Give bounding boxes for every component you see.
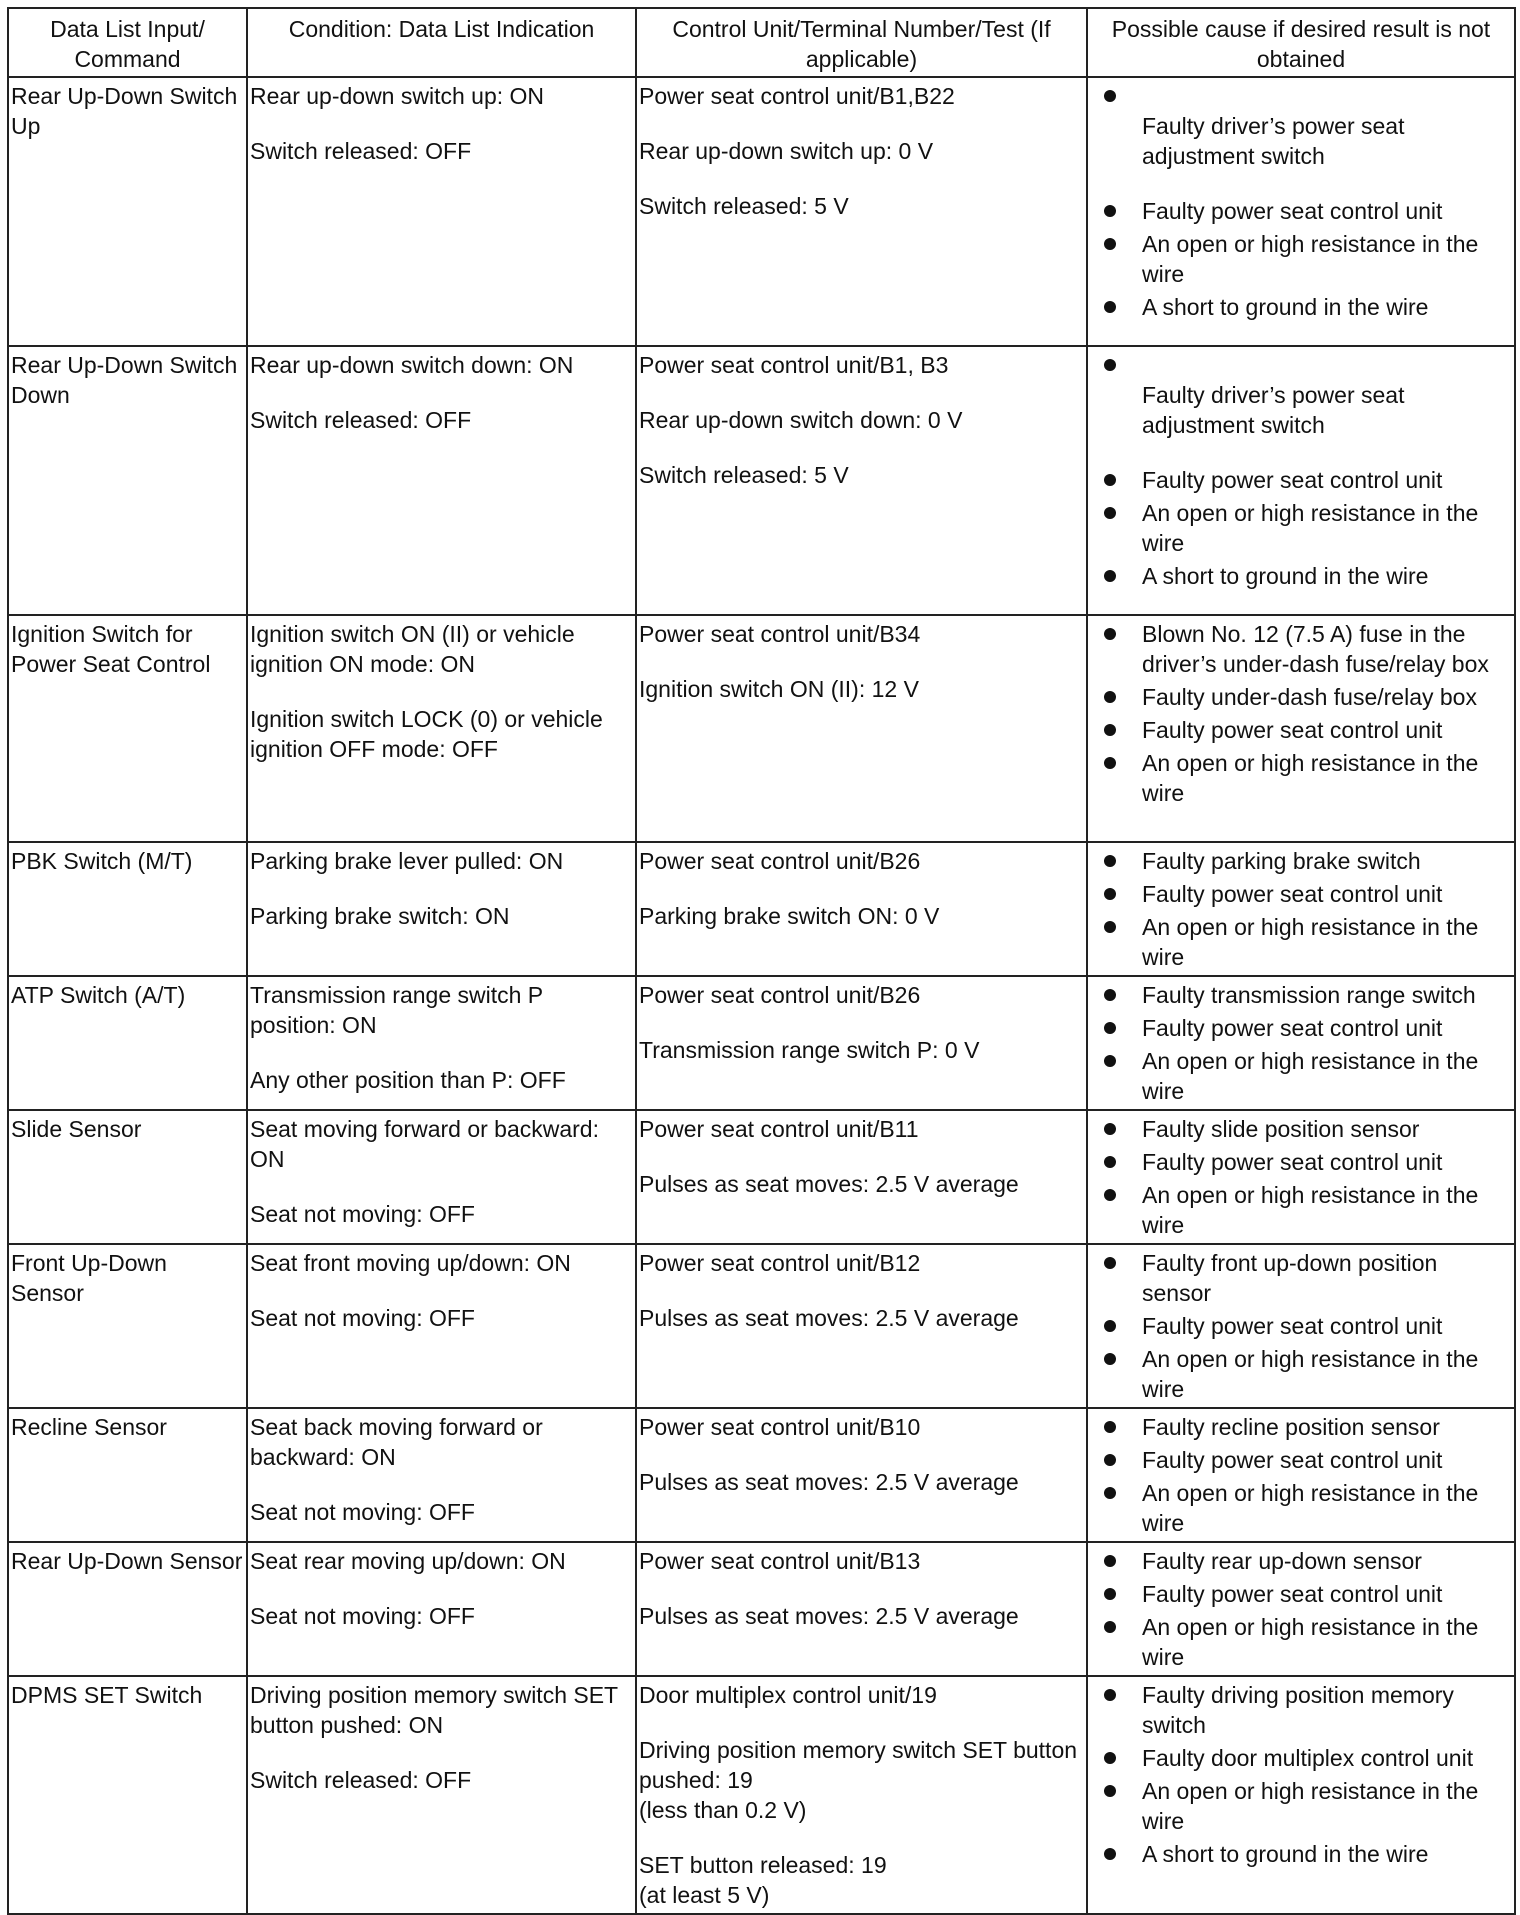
cause-item: Faulty transmission range switch bbox=[1104, 980, 1512, 1010]
control-text: Power seat control unit/B26 bbox=[639, 848, 921, 874]
cell-condition bbox=[247, 1244, 636, 1408]
cause-item: An open or high resistance in the wire bbox=[1104, 1180, 1512, 1240]
condition-text: Switch released: OFF bbox=[250, 1767, 472, 1793]
condition-text: Parking brake switch: ON bbox=[250, 903, 510, 929]
table-body bbox=[8, 77, 1515, 1914]
header-input: Data List Input/ Command bbox=[8, 8, 247, 77]
cause-item: A short to ground in the wire bbox=[1104, 1839, 1512, 1869]
table-row bbox=[8, 976, 1515, 1110]
diagnostic-table bbox=[7, 7, 1516, 1915]
condition-text: Ignition switch ON (II) or vehicle ignition ON mode: ON bbox=[250, 621, 575, 677]
condition-text: Seat back moving forward or backward: ON bbox=[250, 1414, 543, 1470]
cell-input: Ignition Switch for Power Seat Control bbox=[8, 615, 247, 842]
table-row bbox=[8, 1110, 1515, 1244]
cell-condition bbox=[247, 1110, 636, 1244]
cause-item: Blown No. 12 (7.5 A) fuse in the driver’s under-dash fuse/relay box bbox=[1104, 619, 1512, 679]
cell-cause bbox=[1087, 1408, 1515, 1542]
cell-input: DPMS SET Switch bbox=[8, 1676, 247, 1914]
control-text: Door multiplex control unit/19 bbox=[639, 1682, 937, 1708]
cell-cause bbox=[1087, 976, 1515, 1110]
cause-list bbox=[1090, 980, 1512, 1106]
control-text: Pulses as seat moves: 2.5 V average bbox=[639, 1305, 1019, 1331]
cause-item: Faulty power seat control unit bbox=[1104, 879, 1512, 909]
cell-control bbox=[636, 346, 1087, 615]
cause-list bbox=[1090, 619, 1512, 808]
cause-item: An open or high resistance in the wire bbox=[1104, 1344, 1512, 1404]
condition-text: Seat front moving up/down: ON bbox=[250, 1250, 571, 1276]
cell-input: Recline Sensor bbox=[8, 1408, 247, 1542]
condition-text: Seat moving forward or backward: ON bbox=[250, 1116, 599, 1172]
cause-item: An open or high resistance in the wire bbox=[1104, 1478, 1512, 1538]
condition-text: Ignition switch LOCK (0) or vehicle ignition OFF mode: OFF bbox=[250, 706, 603, 762]
table-row bbox=[8, 615, 1515, 842]
table-row bbox=[8, 1408, 1515, 1542]
cell-cause bbox=[1087, 1542, 1515, 1676]
cell-cause bbox=[1087, 615, 1515, 842]
cause-list bbox=[1090, 1248, 1512, 1404]
control-text: SET button released: 19 (at least 5 V) bbox=[639, 1852, 887, 1908]
cause-item: Faulty slide position sensor bbox=[1104, 1114, 1512, 1144]
control-text: Power seat control unit/B12 bbox=[639, 1250, 921, 1276]
condition-text: Rear up-down switch up: ON bbox=[250, 83, 545, 109]
cause-item: Faulty power seat control unit bbox=[1104, 1013, 1512, 1043]
cause-item: Faulty driving position memory switch bbox=[1104, 1680, 1512, 1740]
cell-cause bbox=[1087, 1676, 1515, 1914]
cause-item: A short to ground in the wire bbox=[1104, 561, 1512, 591]
condition-text: Parking brake lever pulled: ON bbox=[250, 848, 564, 874]
control-text: Power seat control unit/B13 bbox=[639, 1548, 921, 1574]
cause-list bbox=[1090, 350, 1512, 591]
cause-item: Faulty driver’s power seat adjustment switch bbox=[1104, 81, 1512, 171]
cause-item: Faulty power seat control unit bbox=[1104, 1147, 1512, 1177]
cause-item: Faulty power seat control unit bbox=[1104, 1579, 1512, 1609]
header-control: Control Unit/Terminal Number/Test (If applicable) bbox=[636, 8, 1087, 77]
cause-item: An open or high resistance in the wire bbox=[1104, 748, 1512, 808]
condition-text: Seat not moving: OFF bbox=[250, 1603, 475, 1629]
cell-condition bbox=[247, 77, 636, 346]
cause-item: Faulty power seat control unit bbox=[1104, 1445, 1512, 1475]
cell-condition bbox=[247, 615, 636, 842]
header-row bbox=[8, 8, 1515, 77]
cell-input: Rear Up-Down Switch Down bbox=[8, 346, 247, 615]
control-text: Power seat control unit/B10 bbox=[639, 1414, 921, 1440]
cell-condition bbox=[247, 976, 636, 1110]
condition-text: Switch released: OFF bbox=[250, 138, 472, 164]
control-text: Rear up-down switch up: 0 V bbox=[639, 138, 934, 164]
cause-item: Faulty power seat control unit bbox=[1104, 465, 1512, 495]
cause-item: Faulty power seat control unit bbox=[1104, 196, 1512, 226]
cell-cause bbox=[1087, 77, 1515, 346]
cell-cause bbox=[1087, 1110, 1515, 1244]
cell-cause bbox=[1087, 346, 1515, 615]
condition-text: Seat not moving: OFF bbox=[250, 1201, 475, 1227]
cause-item: Faulty recline position sensor bbox=[1104, 1412, 1512, 1442]
cause-list bbox=[1090, 81, 1512, 322]
control-text: Pulses as seat moves: 2.5 V average bbox=[639, 1469, 1019, 1495]
cause-item: An open or high resistance in the wire bbox=[1104, 498, 1512, 558]
condition-text: Switch released: OFF bbox=[250, 407, 472, 433]
cause-item: An open or high resistance in the wire bbox=[1104, 1046, 1512, 1106]
cell-cause bbox=[1087, 1244, 1515, 1408]
condition-text: Driving position memory switch SET button pushed: ON bbox=[250, 1682, 618, 1738]
cell-condition bbox=[247, 346, 636, 615]
cause-item: Faulty driver’s power seat adjustment switch bbox=[1104, 350, 1512, 440]
cell-control bbox=[636, 976, 1087, 1110]
condition-text: Seat rear moving up/down: ON bbox=[250, 1548, 566, 1574]
condition-text: Rear up-down switch down: ON bbox=[250, 352, 574, 378]
cause-item: Faulty under-dash fuse/relay box bbox=[1104, 682, 1512, 712]
table-row bbox=[8, 1542, 1515, 1676]
condition-text: Seat not moving: OFF bbox=[250, 1499, 475, 1525]
table-row bbox=[8, 1676, 1515, 1914]
cell-control bbox=[636, 1676, 1087, 1914]
header-cause: Possible cause if desired result is not obtained bbox=[1087, 8, 1515, 77]
cell-condition bbox=[247, 1408, 636, 1542]
condition-text: Transmission range switch P position: ON bbox=[250, 982, 543, 1038]
cell-condition bbox=[247, 1676, 636, 1914]
condition-text: Any other position than P: OFF bbox=[250, 1067, 566, 1093]
control-text: Power seat control unit/B1,B22 bbox=[639, 83, 955, 109]
table-row bbox=[8, 842, 1515, 976]
cell-control bbox=[636, 1244, 1087, 1408]
table-row bbox=[8, 77, 1515, 346]
cell-input: Front Up-Down Sensor bbox=[8, 1244, 247, 1408]
control-text: Power seat control unit/B1, B3 bbox=[639, 352, 949, 378]
cause-item: An open or high resistance in the wire bbox=[1104, 1776, 1512, 1836]
cell-control bbox=[636, 77, 1087, 346]
cause-item: An open or high resistance in the wire bbox=[1104, 912, 1512, 972]
cause-item: Faulty front up-down position sensor bbox=[1104, 1248, 1512, 1308]
cause-list bbox=[1090, 1680, 1512, 1869]
cell-condition bbox=[247, 1542, 636, 1676]
cause-item: Faulty parking brake switch bbox=[1104, 846, 1512, 876]
cell-control bbox=[636, 1110, 1087, 1244]
cause-list bbox=[1090, 1546, 1512, 1672]
cell-control bbox=[636, 1408, 1087, 1542]
control-text: Rear up-down switch down: 0 V bbox=[639, 407, 963, 433]
control-text: Driving position memory switch SET button pushed: 19 (less than 0.2 V) bbox=[639, 1737, 1078, 1823]
table-row bbox=[8, 1244, 1515, 1408]
control-text: Power seat control unit/B11 bbox=[639, 1116, 919, 1142]
cause-item: Faulty rear up-down sensor bbox=[1104, 1546, 1512, 1576]
control-text: Ignition switch ON (II): 12 V bbox=[639, 676, 919, 702]
control-text: Parking brake switch ON: 0 V bbox=[639, 903, 940, 929]
cause-item: An open or high resistance in the wire bbox=[1104, 229, 1512, 289]
cell-input: ATP Switch (A/T) bbox=[8, 976, 247, 1110]
cell-cause bbox=[1087, 842, 1515, 976]
cell-input: Rear Up-Down Sensor bbox=[8, 1542, 247, 1676]
control-text: Pulses as seat moves: 2.5 V average bbox=[639, 1603, 1019, 1629]
condition-text: Seat not moving: OFF bbox=[250, 1305, 475, 1331]
cell-input: Rear Up-Down Switch Up bbox=[8, 77, 247, 346]
control-text: Power seat control unit/B26 bbox=[639, 982, 921, 1008]
cell-input: Slide Sensor bbox=[8, 1110, 247, 1244]
control-text: Transmission range switch P: 0 V bbox=[639, 1037, 980, 1063]
cause-item: An open or high resistance in the wire bbox=[1104, 1612, 1512, 1672]
table-row bbox=[8, 346, 1515, 615]
cell-control bbox=[636, 1542, 1087, 1676]
cause-item: A short to ground in the wire bbox=[1104, 292, 1512, 322]
cause-list bbox=[1090, 1114, 1512, 1240]
control-text: Pulses as seat moves: 2.5 V average bbox=[639, 1171, 1019, 1197]
cause-list bbox=[1090, 1412, 1512, 1538]
control-text: Power seat control unit/B34 bbox=[639, 621, 921, 647]
control-text: Switch released: 5 V bbox=[639, 193, 849, 219]
cause-item: Faulty power seat control unit bbox=[1104, 1311, 1512, 1341]
header-condition: Condition: Data List Indication bbox=[247, 8, 636, 77]
cell-input: PBK Switch (M/T) bbox=[8, 842, 247, 976]
cell-control bbox=[636, 615, 1087, 842]
cause-item: Faulty door multiplex control unit bbox=[1104, 1743, 1512, 1773]
cause-item: Faulty power seat control unit bbox=[1104, 715, 1512, 745]
cell-condition bbox=[247, 842, 636, 976]
cause-list bbox=[1090, 846, 1512, 972]
cell-control bbox=[636, 842, 1087, 976]
control-text: Switch released: 5 V bbox=[639, 462, 849, 488]
